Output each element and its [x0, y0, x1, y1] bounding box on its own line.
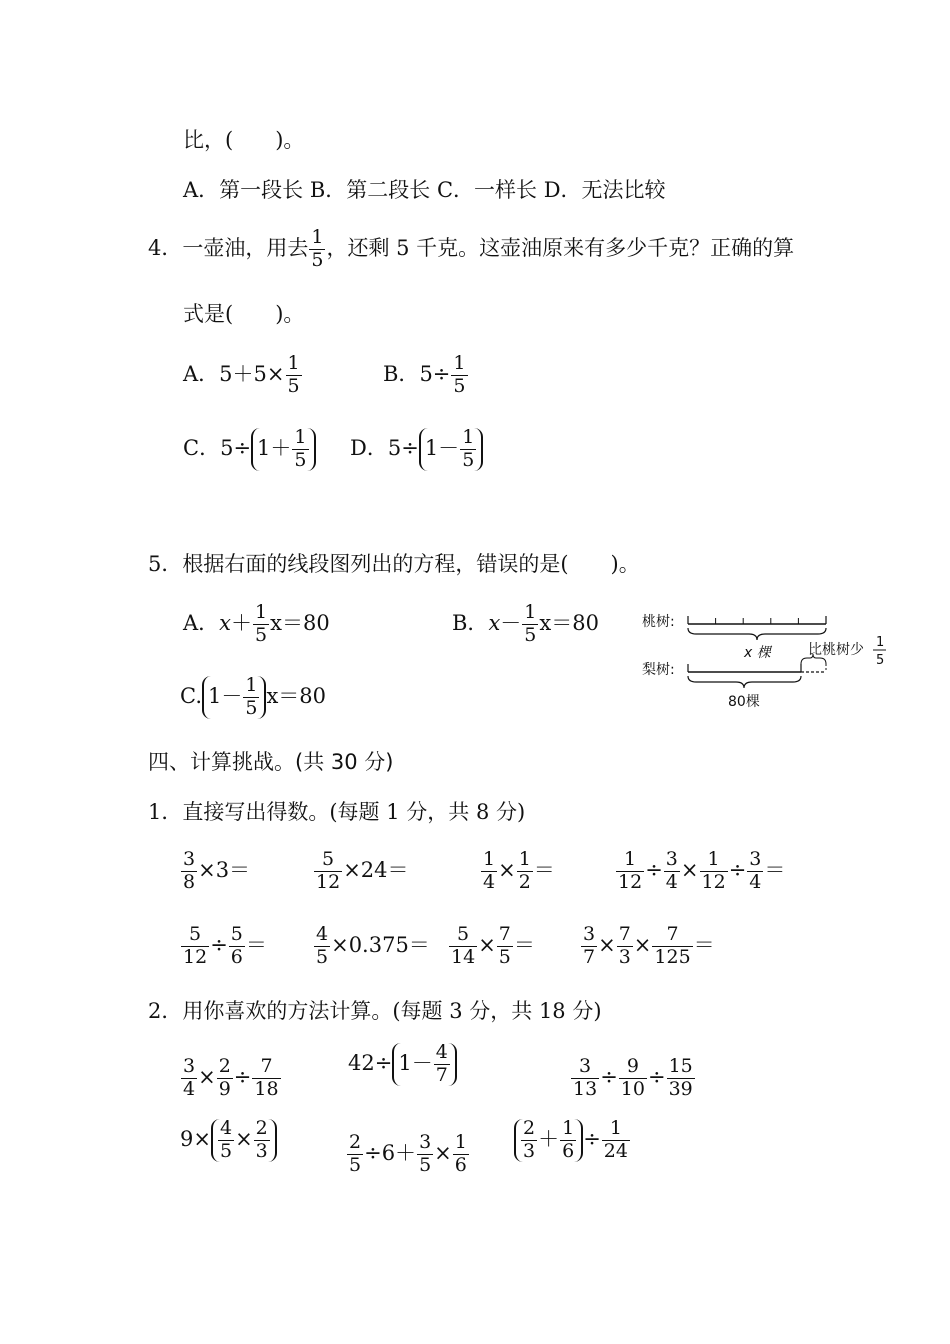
- fraction: $\frac{15}{39}$: [668, 1055, 693, 1100]
- fraction: $\frac{7}{18}$: [254, 1055, 279, 1100]
- parenthesis-group: $\frac{4}{5}$ × $\frac{2}{3}$: [211, 1119, 277, 1162]
- x-label: x 棵: [744, 645, 771, 661]
- part1-title: 1．直接写出得数。(每题 1 分，共 8 分): [148, 800, 526, 824]
- fraction: $\frac{5}{12}$: [183, 923, 208, 968]
- expr-1-5: $\frac{5}{12}$ ÷ $\frac{5}{6}$ ＝: [183, 923, 267, 968]
- fraction: $\frac{3}{13}$: [573, 1055, 598, 1100]
- fraction: $\frac{3}{4}$: [183, 1055, 196, 1100]
- parenthesis-group: 1－ $\frac{1}{5}$: [202, 676, 266, 719]
- q5-option-a: A．x＋ $\frac{1}{5}$ x＝80: [183, 601, 330, 646]
- parenthesis-group: $\frac{2}{3}$ ＋ $\frac{1}{6}$: [514, 1119, 583, 1162]
- fraction: $\frac{5}{12}$: [316, 848, 341, 893]
- fraction: $\frac{1}{2}$: [518, 848, 531, 893]
- q4-text: [148, 228, 794, 271]
- expr-1-3: $\frac{1}{4}$ × $\frac{1}{2}$ ＝: [483, 848, 555, 893]
- q3-continuation: 比，( )。: [183, 128, 305, 152]
- q4-option-b: B．5÷ $\frac{1}{5}$: [383, 352, 466, 397]
- q4-text-pre: 一壶油，用去: [182, 235, 309, 260]
- fraction: $\frac{1}{5}$: [462, 426, 475, 471]
- q3-options: A．第一段长 B．第二段长 C．一样长 D．无法比较: [183, 178, 666, 202]
- fraction: $\frac{1}{4}$: [483, 848, 496, 893]
- fraction: $\frac{9}{10}$: [620, 1055, 645, 1100]
- fraction: $\frac{3}{8}$: [183, 848, 196, 893]
- parenthesis-group: 1－ $\frac{4}{7}$: [392, 1043, 456, 1086]
- fraction: $\frac{1}{6}$: [562, 1117, 575, 1162]
- parenthesis-group: 1＋ $\frac{1}{5}$: [251, 428, 315, 471]
- fraction: $\frac{1}{24}$: [603, 1117, 628, 1162]
- q5-option-b: B．x－ $\frac{1}{5}$ x＝80: [452, 601, 599, 646]
- fraction: $\frac{1}{12}$: [701, 848, 726, 893]
- expr-1-4: $\frac{1}{12}$ ÷ $\frac{3}{4}$ × $\frac{1}{12}$ ÷ $\frac{3}{4}$ ＝: [618, 848, 786, 893]
- expr-2-6: $\frac{2}{3}$ ＋ $\frac{1}{6}$ ÷ $\frac{1}{24}$: [514, 1119, 631, 1162]
- expr-1-7: $\frac{5}{14}$ × $\frac{7}{5}$ ＝: [451, 923, 535, 968]
- q4-option-c: C．5÷ 1＋ $\frac{1}{5}$: [183, 428, 316, 471]
- fraction: $\frac{4}{7}$: [435, 1041, 448, 1086]
- q5-text: 5．根据右面的线段图列出的方程，错误的是( )。: [148, 552, 640, 576]
- less-frac-num: 1: [876, 635, 885, 650]
- fraction: $\frac{2}{3}$: [255, 1117, 268, 1162]
- fraction: $\frac{2}{5}$: [349, 1131, 362, 1176]
- expr-2-1: $\frac{3}{4}$ × $\frac{2}{9}$ ÷ $\frac{7}{18}$: [183, 1055, 279, 1100]
- less-label: 比桃树少: [808, 642, 864, 658]
- peach-label: 桃树:: [642, 614, 675, 630]
- fraction: $\frac{2}{3}$: [523, 1117, 536, 1162]
- q4-continuation: 式是( )。: [183, 302, 305, 326]
- q5-option-c: C. 1－ $\frac{1}{5}$ x＝80: [180, 674, 327, 719]
- fraction: $\frac{1}{5}$: [524, 601, 537, 646]
- fraction: $\frac{1}{5}$: [453, 352, 466, 397]
- fraction: $\frac{5}{6}$: [230, 923, 243, 968]
- fraction: $\frac{7}{3}$: [618, 923, 631, 968]
- fraction: $\frac{3}{4}$: [665, 848, 678, 893]
- part2-title: 2．用你喜欢的方法计算。(每题 3 分，共 18 分): [148, 999, 602, 1023]
- fraction: $\frac{1}{5}$: [255, 601, 268, 646]
- q4-number: 4．: [148, 235, 183, 260]
- less-frac-den: 5: [876, 653, 885, 668]
- line-segment-diagram: [636, 606, 896, 716]
- expr-1-6: $\frac{4}{5}$ ×0.375＝: [316, 923, 430, 968]
- fraction: $\frac{7}{5}$: [498, 923, 511, 968]
- fraction: $\frac{3}{4}$: [749, 848, 762, 893]
- fraction: $\frac{4}{5}$: [219, 1117, 233, 1162]
- fraction: $\frac{3}{5}$: [419, 1131, 432, 1176]
- count-label: 80棵: [728, 694, 760, 710]
- fraction: $\frac{2}{9}$: [218, 1055, 231, 1100]
- expr-2-2: 42÷ 1－ $\frac{4}{7}$: [348, 1043, 457, 1086]
- expr-2-4: 9× $\frac{4}{5}$ × $\frac{2}{3}$: [180, 1119, 277, 1162]
- fraction: $\frac{1}{5}$: [245, 674, 258, 719]
- fraction: $\frac{7}{125}$: [654, 923, 691, 968]
- q4-text-post: ，还剩 5 千克。这壶油原来有多少千克？正确的算: [326, 235, 795, 260]
- expr-1-2: $\frac{5}{12}$ ×24＝: [316, 848, 409, 893]
- fraction: $\frac{1}{5}$: [311, 226, 324, 271]
- q4-option-d: D．5÷ 1－ $\frac{1}{5}$: [350, 428, 483, 471]
- fraction: $\frac{1}{12}$: [618, 848, 643, 893]
- parenthesis-group: 1－ $\frac{1}{5}$: [419, 428, 483, 471]
- expr-1-1: $\frac{3}{8}$ ×3＝: [183, 848, 251, 893]
- fraction: $\frac{1}{5}$: [294, 426, 307, 471]
- fraction: $\frac{3}{7}$: [583, 923, 596, 968]
- fraction: $\frac{1}{6}$: [454, 1131, 467, 1176]
- fraction: $\frac{1}{5}$: [287, 352, 300, 397]
- brace-x: [688, 628, 826, 640]
- pear-label: 梨树:: [642, 662, 675, 678]
- fraction: $\frac{5}{14}$: [451, 923, 476, 968]
- section-title: 四、计算挑战。(共 30 分): [148, 750, 394, 774]
- expr-2-5: $\frac{2}{5}$ ÷6＋ $\frac{3}{5}$ × $\frac{1}{6}$: [349, 1131, 467, 1176]
- expr-1-8: $\frac{3}{7}$ × $\frac{7}{3}$ × $\frac{7}{125}$ ＝: [583, 923, 715, 968]
- brace-80: [688, 676, 801, 688]
- expr-2-3: $\frac{3}{13}$ ÷ $\frac{9}{10}$ ÷ $\frac{15}{39}$: [573, 1055, 693, 1100]
- fraction: $\frac{4}{5}$: [316, 923, 329, 968]
- q4-option-a: A．5＋5× $\frac{1}{5}$: [183, 352, 300, 397]
